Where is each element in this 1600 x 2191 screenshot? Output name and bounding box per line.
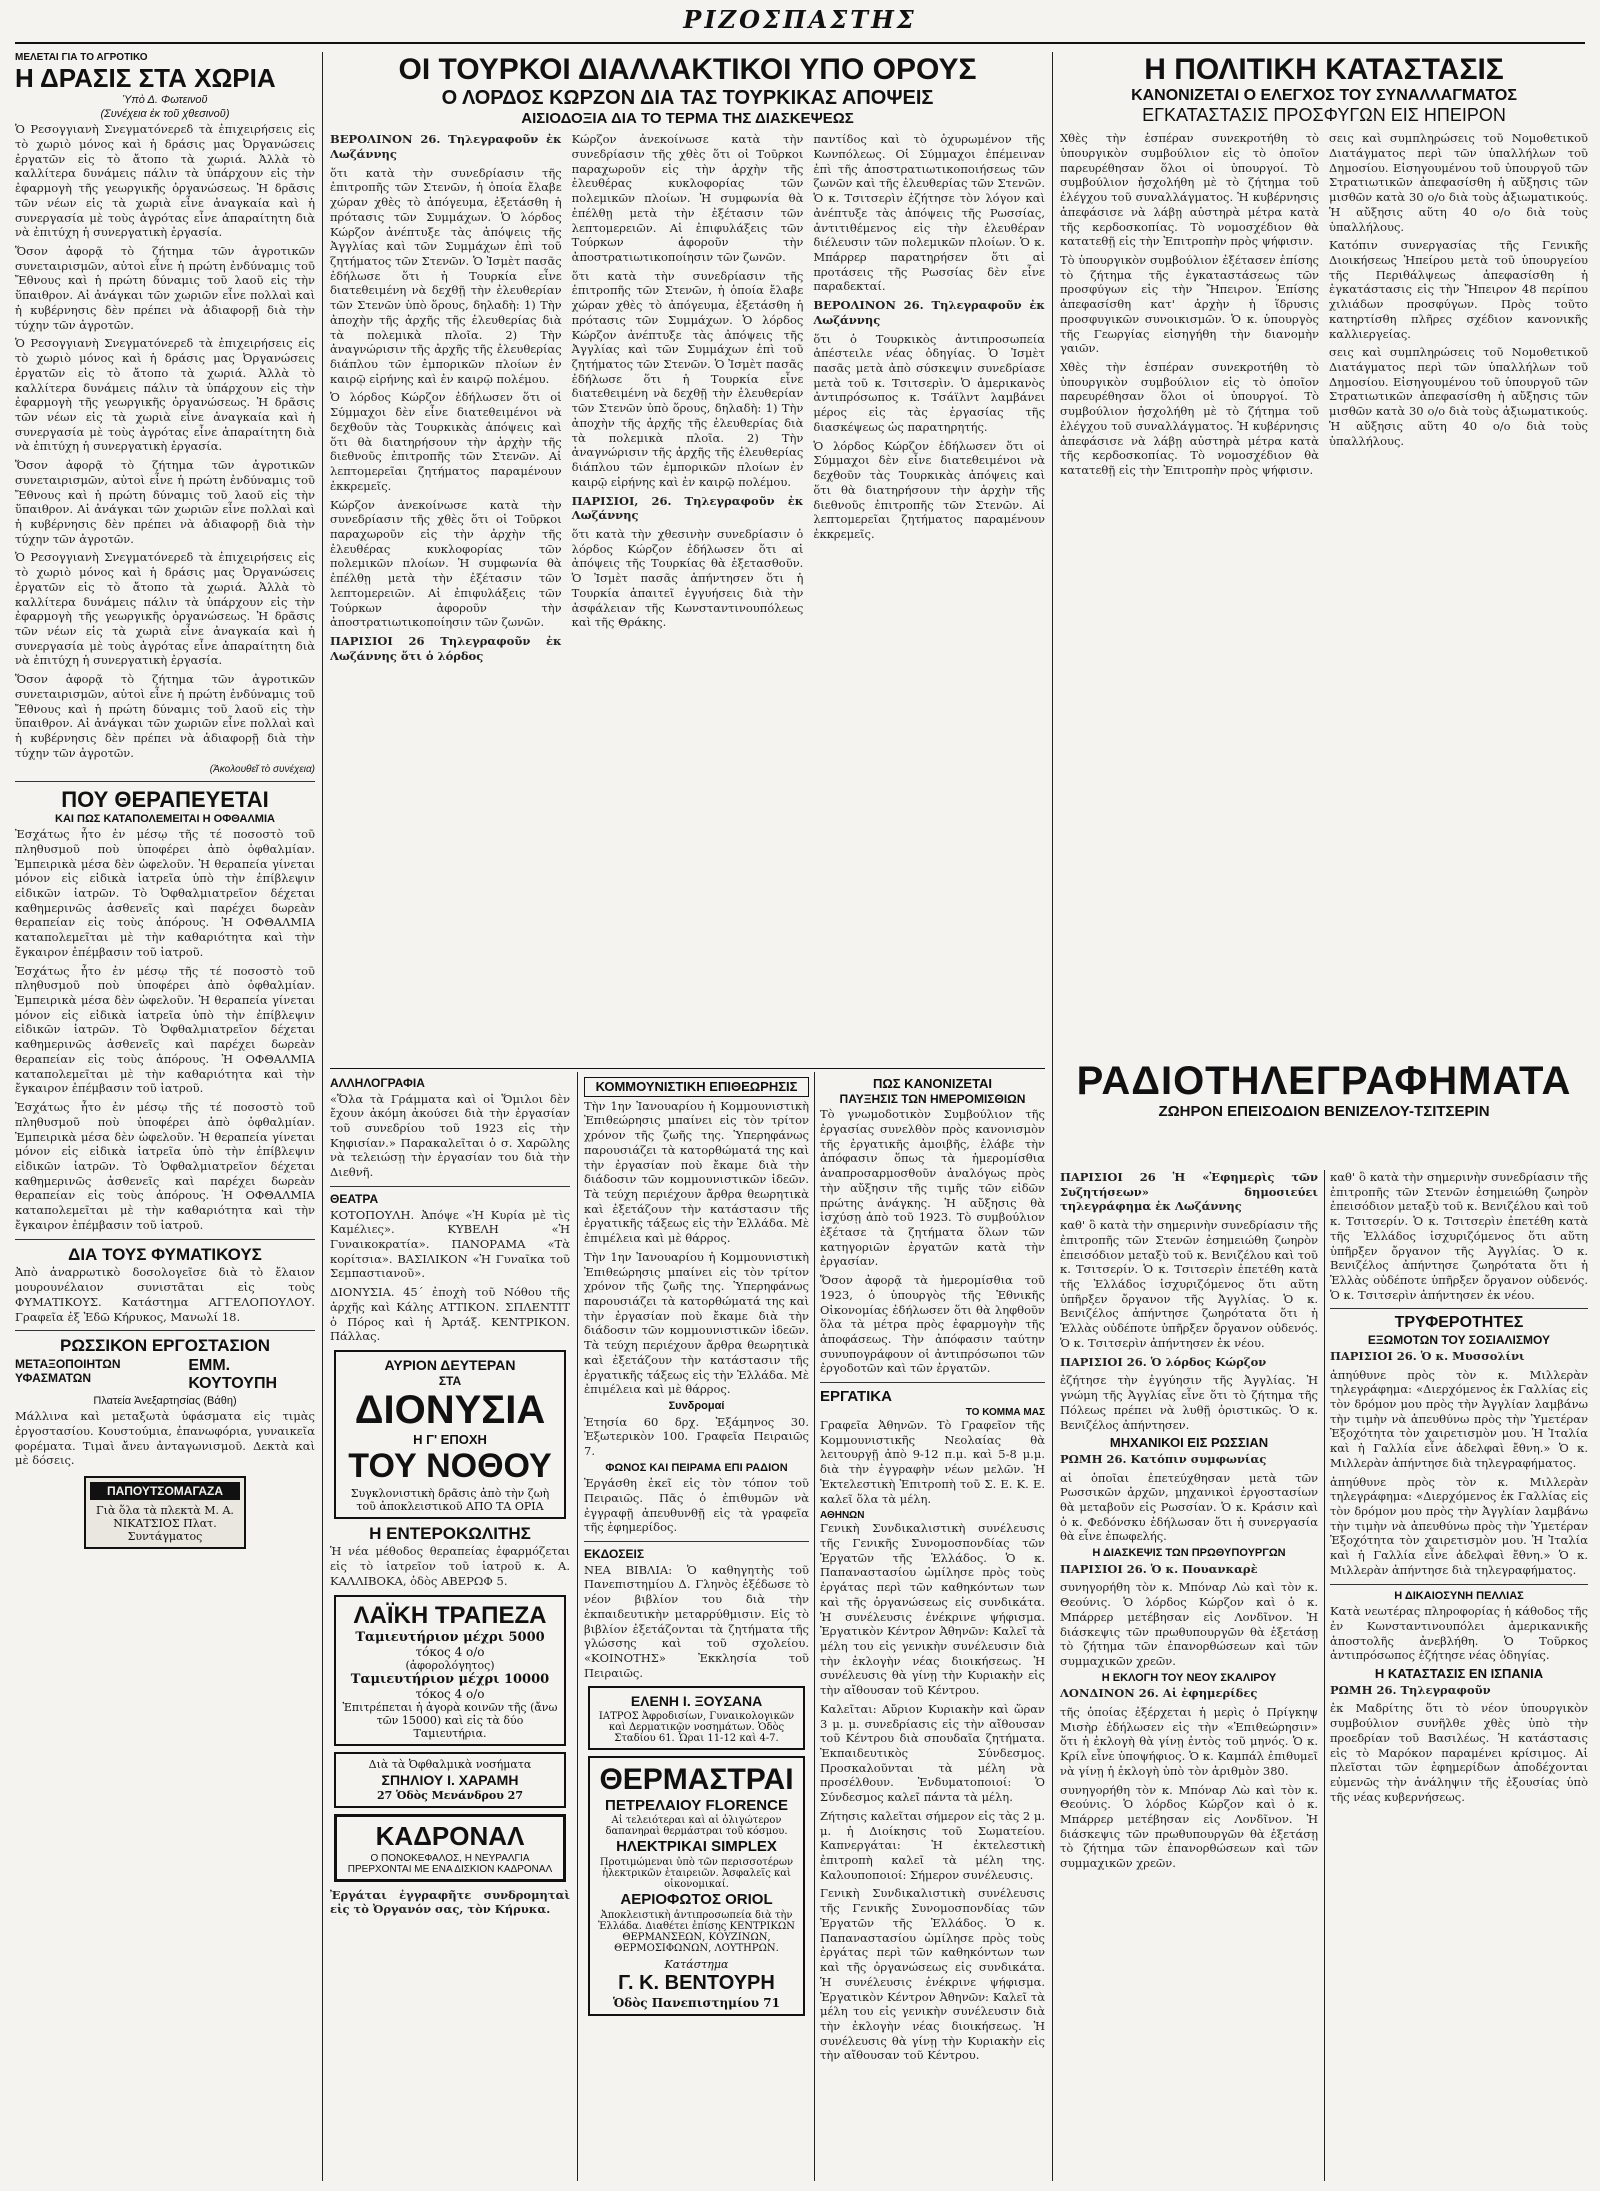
ad-line: Συγκλονιστικὴ δρᾶσις ἀπὸ τὴν ζωὴ τοῦ ἀποκλειστικοῦ ΑΠΟ ΤΑ ΟΡΙΑ <box>350 1486 550 1513</box>
article-body: Τὴν 1ην Ἰανουαρίου ἡ Κομμουνιστικὴ Ἐπιθεώρησις μπαίνει εἰς τὸν τρίτον χρόνον τῆς ζωῆς της. Ὑπερηφάνως παρουσιάζει τὰ κατορθώματά της καὶ τὴν ἐργασίαν ποὺ ἔκαμε διὰ τὴν διάδοσιν τῶν κομμουνιστικῶν ἰδεῶν. Τὰ τεύχη περιέχουν ἄρθρα θεωρητικὰ καὶ ἐξετάζουν τὴν κατάστασιν τῆς ἐργατικῆς τάξεως εἰς τὴν Ἑλλάδα. Μὲ ἐπιμέλεια καὶ μὲ θάρρος. <box>584 1249 809 1397</box>
divider <box>820 1382 1045 1383</box>
section-subheadline: ΕΓΚΑΤΑΣΤΑΣΙΣ ΠΡΟΣΦΥΓΩΝ ΕΙΣ ΗΠΕΙΡΟΝ <box>1142 105 1506 126</box>
ad-title: ΚΑΔΡΟΝΑΛ <box>375 1821 525 1852</box>
column-divider <box>1052 52 1053 2181</box>
section-subheadline: ΖΩΗΡΟΝ ΕΠΕΙΣΟΔΙΟΝ ΒΕΝΙΖΕΛΟΥ-ΤΣΙΤΣΕΡΙΝ <box>1158 1103 1490 1120</box>
article-body: Γενικὴ Συνδικαλιστικὴ συνέλευσις τῆς Γενικῆς Συνομοσπονδίας τῶν Ἐργατῶν τῆς Ἑλλάδος. Ὁ κ. Παπαναστασίου ὡμίλησε πρὸς τοὺς ἐργάτας περὶ τῶν καθηκόντων των καὶ τῆς ὀργανώσεως εἰς συνδικάτα. Ἡ συνέλευσις ἐνέκρινε ψήφισμα. Ἐργατικὸν Κέντρον Ἀθηνῶν: Καλεῖ τὰ μέλη του εἰς γενικὴν συνέλευσιν διὰ τὴν ἐκλογὴν νέας διοικήσεως. Ἡ συνέλευσις θὰ γίνῃ τὴν Κυριακὴν εἰς τὴν αἴθουσαν τοῦ Κέντρου. <box>820 1886 1045 2063</box>
eye-clinic-ad <box>334 1752 566 1809</box>
article-body: Ὅσον ἀφορᾷ τὰ ἡμερομίσθια τοῦ 1923, ὁ ὑπουργὸς τῆς Ἐθνικῆς Οἰκονομίας ἐδήλωσεν ὅτι θὰ ληφθοῦν ὅλα τὰ μέτρα πρὸς ἐφαρμογὴν τῆς ἀποφάσεως. Τὴν ἀπόφασιν ταύτην συνυπογράφουν οἱ ἀντιπρόσωποι τῶν ἐργοδοτῶν καὶ τῶν ἐργατῶν. <box>820 1273 1045 1376</box>
ad-line: τόκος 4 ο/ο <box>415 1644 485 1659</box>
divider <box>330 1186 570 1187</box>
section-title: ΘΕΑΤΡΑ <box>330 1191 379 1206</box>
article-body: Ὅσον ἀφορᾷ τὸ ζήτημα τῶν ἀγροτικῶν συνεταιρισμῶν, αὐτοὶ εἶνε ἡ πρώτη ἐνδύναμις τοῦ Ἔθνους καὶ ἡ πρώτη δύναμις τοῦ λαοῦ εἰς τὴν ὕπαιθρον. Αἱ ἀνάγκαι τῶν χωριῶν εἶνε πολλαὶ καὶ ἡ κυβέρνησις δὲν πρέπει νὰ ἀδιαφορῇ διὰ τὴν τύχην τῶν ἀγροτῶν. <box>15 458 315 546</box>
kadronal-ad <box>334 1814 566 1881</box>
ad-line: τόκος 4 ο/ο <box>415 1686 485 1701</box>
bank-ad <box>334 1595 566 1746</box>
section-kicker: ΤΟ ΚΟΜΜΑ ΜΑΣ <box>965 1406 1045 1418</box>
dateline: ΠΑΡΙΣΙΟΙ 26 Ἡ «Ἐφημερὶς τῶν Συζητήσεων» δημοσιεύει τηλεγράφημα ἐκ Λωζάννης <box>1060 1170 1318 1214</box>
article-body: ἐκ Μαδρίτης ὅτι τὸ νέον ὑπουργικὸν συμβούλιον συνῆλθε χθὲς ὑπὸ τὴν προεδρίαν τοῦ Βασιλέως. Ἡ κατάστασις εἰς τὸ Μαρόκον παραμένει κρίσιμος. Αἱ πλεῖσται τῶν ἐφημερίδων ἀποδέχονται εὐμενῶς τὴν ἀνάληψιν τῆς ἐξουσίας ὑπὸ τῆς νέας κυβερνήσεως. <box>1330 1701 1588 1804</box>
masthead-rule <box>15 42 1585 44</box>
column-divider <box>322 52 323 2181</box>
article-body: ὅτι ὁ Τουρκικὸς ἀντιπροσωπεία ἀπέστειλε νέας ὁδηγίας. Ὁ Ἰσμὲτ πασᾶς μετὰ ἀπὸ σύσκεψιν συνεδρίασε μετὰ τοῦ κ. Τσιτσερὶν. Ὁ ἀμερικανὸς ἀντιπρόσωπος κ. Τσάϊλντ λαμβάνει μέρος εἰς τὰς ἐργασίας τῆς διασκέψεως ὡς παρατηρητής. <box>813 331 1045 434</box>
article-body: ἀπηύθυνε πρὸς τὸν κ. Μιλλερὰν τηλεγράφημα: «Διερχόμενος ἐκ Γαλλίας εἰς τὸν δρόμον μου πρὸς τὴν Ἀγγλίαν λαμβάνω τὴν τιμὴν νὰ ἀπευθύνω πρὸς τὴν Ὑμετέραν Ἐξοχότητα τὸν χαιρετισμὸν μου. Ἡ Ἰταλία καὶ ἡ Γαλλία εἶνε ἀδελφαὶ ἔθνη.» Ὁ κ. Μιλλερὰν ἀπήντησε διὰ τηλεγραφήματος. <box>1330 1367 1588 1470</box>
ad-line: Η Γ' ΕΠΟΧΗ <box>413 1432 487 1448</box>
ad-line: Διὰ τὰ Ὀφθαλμικὰ νοσήματα <box>368 1757 532 1771</box>
continued-sign: (Ἀκολουθεῖ τὸ συνέχεια) <box>209 764 315 776</box>
lead-subheadline: Ο ΛΟΡΔΟΣ ΚΩΡΖΟΝ ΔΙΑ ΤΑΣ ΤΟΥΡΚΙΚΑΣ ΑΠΟΨΕΙΣ <box>441 86 934 109</box>
ad-line: ΑΥΡΙΟΝ ΔΕΥΤΕΡΑΝ <box>384 1356 516 1373</box>
byline: Ὑπὸ Δ. Φωτεινοῦ <box>122 94 208 107</box>
dateline: ΠΑΡΙΣΙΟΙ 26 Τηλεγραφοῦν ἐκ Λωζάννης ὅτι ὁ λόρδος <box>330 633 562 663</box>
ad-address: 27 Ὁδὸς Μενάνδρου 27 <box>377 1789 523 1803</box>
article-body: «Ὅλα τὰ Γράμματα καὶ οἱ Ὅμιλοι δὲν ἔχουν ἀκόμη ἀκούσει διὰ τὴν ἐργασίαν τοῦ συνεδρίου τοῦ 1923 εἰς τὴν Κηφισίαν.» Παρακαλεῖται ὁ σ. Χαρῶλης νὰ τελειώσῃ τὴν ἐργασίαν του διὰ τὴν Διεθνῆ. <box>330 1091 570 1180</box>
continued-note: (Συνέχεια ἐκ τοῦ χθεσινοῦ) <box>100 108 230 121</box>
article-body: Τὴν 1ην Ἰανουαρίου ἡ Κομμουνιστικὴ Ἐπιθεώρησις μπαίνει εἰς τὸν τρίτον χρόνον τῆς ζωῆς της. Ὑπερηφάνως παρουσιάζει τὰ κατορθώματά της καὶ τὴν ἐργασίαν ποὺ ἔκαμε διὰ τὴν διάδοσιν τῶν κομμουνιστικῶν ἰδεῶν. Τὰ τεύχη περιέχουν ἄρθρα θεωρητικὰ καὶ ἐξετάζουν τὴν κατάστασιν τῆς ἐργατικῆς τάξεως εἰς τὴν Ἑλλάδα. Μὲ ἐπιμέλεια καὶ μὲ θάρρος. <box>584 1098 809 1246</box>
section-headline: ΡΑΔΙΟΤΗΛΕΓΡΑΦΗΜΑΤΑ <box>1076 1059 1572 1103</box>
article-body: Ἐσχάτως ἦτο ἐν μέσῳ τῆς τέ ποσοστὸ τοῦ πληθυσμοῦ ποὺ ὑποφέρει ἀπὸ ὀφθαλμίαν. Ἐμπειρικὰ μέσα δὲν ὠφελοῦν. Ἡ θεραπεία γίνεται μόνον εἰς εἰδικὰ ἰατρεῖα ὑπὸ τὴν ἐπίβλεψιν εἰδικῶν ἰατρῶν. Τὸ Ὀφθαλμιατρεῖον δέχεται καθημερινῶς ἀσθενεῖς καὶ παρέχει δωρεὰν θεραπείαν εἰς τοὺς ἀπόρους. Ἡ ΟΦΘΑΛΜΙΑ καταπολεμεῖται μὲ τὴν καθαριότητα καὶ τὴν ἔγκαιρον ἐπέμβασιν τοῦ ἰατροῦ. <box>15 1100 315 1232</box>
dateline: ΠΑΡΙΣΙΟΙ 26. Ὁ λόρδος Κώρζον <box>1060 1354 1267 1369</box>
ad-name: ΣΠΗΛΙΟΥ Ι. ΧΑΡΑΜΗ <box>381 1771 519 1788</box>
column-divider <box>814 1072 815 2181</box>
column-3 <box>584 1075 809 2180</box>
article-body: Ζήτησις καλεῖται σήμερον εἰς τὰς 2 μ. μ. ἡ Διοίκησις τοῦ Σωματείου. Καπνεργάται: Ἡ ἐκτελεστικὴ ἐπιτροπὴ καλεῖ τὰ μέλη της. Καλουποποιοί: Σήμερον συνέλευσις. <box>820 1808 1045 1882</box>
ad-title: ΤΟΥ ΝΟΘΟΥ <box>348 1446 552 1485</box>
article-body: Ἐσχάτως ἦτο ἐν μέσῳ τῆς τέ ποσοστὸ τοῦ πληθυσμοῦ ποὺ ὑποφέρει ἀπὸ ὀφθαλμίαν. Ἐμπειρικὰ μέσα δὲν ὠφελοῦν. Ἡ θεραπεία γίνεται μόνον εἰς εἰδικὰ ἰατρεῖα ὑπὸ τὴν ἐπίβλεψιν εἰδικῶν ἰατρῶν. Τὸ Ὀφθαλμιατρεῖον δέχεται καθημερινῶς ἀσθενεῖς καὶ παρέχει δωρεὰν θεραπείαν εἰς τοὺς ἀπόρους. Ἡ ΟΦΘΑΛΜΙΑ καταπολεμεῖται μὲ τὴν καθαριότητα καὶ τὴν ἔγκαιρον ἐπέμβασιν τοῦ ἰατροῦ. <box>15 963 315 1096</box>
article-body: Ἐργάσθη ἐκεῖ εἰς τὸν τόπον τοῦ Πειραιῶς. Πᾶς ὁ ἐπιθυμῶν νὰ ἐγγραφῇ ἀπευθυνθῇ εἰς τὰ γραφεῖα τῆς ἐφημερίδος. <box>584 1476 809 1535</box>
section-title: ΦΩΝΟΣ ΚΑΙ ΠΕΙΡΑΜΑ ΕΠΙ ΡΑΔΙΟΝ <box>605 1461 788 1474</box>
article-title: ΔΙΑ ΤΟΥΣ ΦΥΜΑΤΙΚΟΥΣ <box>68 1244 262 1264</box>
ad-title: ΔΙΟΝΥΣΙΑ <box>354 1388 546 1433</box>
ad-address: Ὁδὸς Πανεπιστημίου 71 <box>613 1995 780 2010</box>
lead-headline: ΟΙ ΤΟΥΡΚΟΙ ΔΙΑΛΛΑΚΤΙΚΟΙ ΥΠΟ ΟΡΟΥΣ <box>398 53 977 86</box>
article-title: Η ΚΑΤΑΣΤΑΣΙΣ ΕΝ ΙΣΠΑΝΙΑ <box>1374 1666 1544 1682</box>
ad-subtitle: ΗΛΕΚΤΡΙΚΑΙ SIMPLEX <box>616 1838 777 1856</box>
shoe-ad <box>84 1476 246 1549</box>
article-body: Ἀπὸ ἀναρρωτικὸ δοσολογεῖσε διὰ τὸ ἔλαιον μουρουνέλαιον συνιστᾶται εἰς τοὺς ΦΥΜΑΤΙΚΟΥΣ. Κατάστημα ΑΓΓΕΛΟΠΟΥΛΟΥ. Γραφεῖα ἐξ Ἐδῶ Κήρυκος, Μανωλί 18. <box>15 1265 315 1324</box>
divider <box>1330 1308 1588 1309</box>
article-body: τῆς ὁποίας ἐξέρχεται ἡ μερὶς ὁ Πρίγκηψ Μισὴρ ἐδήλωσεν εἰς τὴν «Ἐπιθεώρησιν» ὅτι ἡ ἐκλογὴ θὰ γίνῃ ἐντὸς τοῦ μηνός. Ὁ κ. Κρίλ εἶνε ὑποψήφιος. Ὁ κ. Καμπάλ ἐπιθυμεῖ νὰ γίνῃ ἡ ἐκλογὴ ὑπὸ τὸν ἀριθμὸν 380. <box>1060 1705 1318 1778</box>
article-body: Χθὲς τὴν ἑσπέραν συνεκροτήθη τὸ ὑπουργικὸν συμβούλιον εἰς τὸ ὁποῖον παρευρέθησαν ὅλοι οἱ ὑπουργοί. Τὸ συμβούλιον ἠσχολήθη μὲ τὸ ζήτημα τοῦ ἐλέγχου τοῦ συναλλάγματος. Ἡ κυβέρνησις ἀπεφάσισε νὰ λάβῃ αὐστηρὰ μέτρα κατὰ τῆς κερδοσκοπίας. Τὸ νομοσχέδιον θὰ κατατεθῇ εἰς τὴν Ἐπιτροπὴν πρὸς ψήφισιν. <box>1060 131 1319 249</box>
section-title: ΑΛΛΗΛΟΓΡΑΦΙΑ <box>330 1076 425 1090</box>
article-body: σεις καὶ συμπληρώσεις τοῦ Νομοθετικοῦ Διατάγματος περὶ τῶν ὑπαλλήλων τοῦ Δημοσίου. Εἰσηγουμένου τοῦ ὑπουργοῦ τῶν Στρατιωτικῶν ἀπεφασίσθη ἡ αὔξησις τῶν μισθῶν κατὰ 30 ο/ο διὰ τοὺς ἀξιωματικούς. Ἡ αὔξησις αὕτη 40 ο/ο διὰ τοὺς ὑπαλλήλους. <box>1329 345 1588 448</box>
section-kicker: ΑΘΗΝΩΝ <box>820 1510 865 1522</box>
ad-line: Κατάστημα <box>664 1957 729 1971</box>
column-6 <box>1330 1170 1588 2180</box>
dateline: ΛΟΝΔΙΝΟΝ 26. Αἱ ἐφημερίδες <box>1060 1686 1258 1701</box>
masthead <box>0 0 1600 40</box>
article-body: καθ' ὃ κατὰ τὴν σημερινὴν συνεδρίασιν τῆς ἐπιτροπῆς τῶν Στενῶν ἐσημειώθη ζωηρὸν ἐπεισόδιον μεταξὺ τοῦ κ. Βενιζέλου καὶ τοῦ κ. Τσιτσερίν. Ὁ κ. Τσιτσερὶν ἐπετέθη κατὰ τῆς Ἑλλάδος ἰσχυριζόμενος ὅτι αὕτη ὑπῆρξεν ὄργανον τῆς Ἀγγλίας. Ὁ κ. Βενιζέλος ἀπήντησε ζωηρότατα ὅτι ἡ Ἑλλὰς οὐδέποτε ὑπῆρξεν ὄργανον οὐδενός. Ὁ κ. Τσιτσερὶν ἀπήντησεν ἐκ νέου. <box>1060 1218 1318 1350</box>
divider <box>15 1330 315 1331</box>
column-2-lower <box>330 1075 570 2180</box>
column-5 <box>1060 1170 1318 2180</box>
article-body: ΚΟΤΟΠΟΥΛΗ. Ἀπόψε «Ἡ Κυρία μὲ τὶς Καμέλιες». ΚΥΒΕΛΗ «Ἡ Γυναικοκρατία». ΠΑΝΟΡΑΜΑ «Τὰ κορίτσια». ΒΑΣΙΛΙΚΟΝ «Ἡ Γυναῖκα τοῦ Σεμπαστιανοῦ». <box>330 1207 570 1281</box>
ad-line: Ἐπιτρέπεται ἡ ἀγορὰ κοινῶν τῆς (ἄνω τῶν 15000) καὶ εἰς τὰ δύο Ταμιευτήρια. <box>342 1700 558 1740</box>
article-body: αἱ ὁποῖαι ἐπετεύχθησαν μετὰ τῶν Ρωσσικῶν ἀρχῶν, μηχανικοὶ ἐργοστασίων θὰ μεταβοῦν εἰς Ρωσσίαν. Ὁ κ. Κράσιν καὶ ὁ κ. Φεδόνσκυ ἐδήλωσαν ὅτι ἡ συνεργασία θὰ εἶνε ἐπωφελής. <box>1060 1470 1318 1544</box>
article-body: παντίδος καὶ τὸ ὀχυρωμένον τῆς Κωνπόλεως. Οἱ Σύμμαχοι ἐπέμειναν ἐπὶ τῆς ἀποστρατιωτικοποιήσεως τῶν ζωνῶν καὶ τῆς ἐλευθερίας τῶν Στενῶν. Ὁ κ. Τσιτσερὶν ἐζήτησε τὸν λόγον καὶ ἀνέπτυξε τὰς ἀπόψεις τῆς Ρωσσίας, ἀντιτιθέμενος εἰς τὴν ἐλευθέραν διέλευσιν τῶν πολεμικῶν πλοίων. Ὁ κ. Μπάρρερ παρατηρήσεν ὅτι αἱ προτάσεις τῆς Ρωσσίας δὲν εἶνε παραδεκταί. <box>813 132 1045 294</box>
section-subtitle: Συνδρομαί <box>668 1400 725 1413</box>
article-body: συνηγορήθη τὸν κ. Μπόναρ Λὼ καὶ τὸν κ. Θεούνις. Ὁ λόρδος Κώρζον καὶ ὁ κ. Μπάρρερ μετέβησαν εἰς Λονδῖνον. Ἡ διάσκεψις τῶν πρωθυπουργῶν θὰ ἐξετάσῃ τὸ ζήτημα τῶν ἐπανορθώσεων καὶ τῶν συμμαχικῶν χρεῶν. <box>1060 1782 1318 1871</box>
article-body: Γενικὴ Συνδικαλιστικὴ συνέλευσις τῆς Γενικῆς Συνομοσπονδίας τῶν Ἐργατῶν τῆς Ἑλλάδος. Ὁ κ. Παπαναστασίου ὡμίλησε πρὸς τοὺς ἐργάτας περὶ τῶν καθηκόντων των καὶ τῆς ὀργανώσεως εἰς συνδικάτα. Ἡ συνέλευσις ἐνέκρινε ψήφισμα. Ἐργατικὸν Κέντρον Ἀθηνῶν: Καλεῖ τὰ μέλη του εἰς γενικὴν συνέλευσιν διὰ τὴν ἐκλογὴν νέας διοικήσεως. Ἡ συνέλευσις θὰ γίνῃ τὴν Κυριακὴν εἰς τὴν αἴθουσαν τοῦ Κέντρου. <box>820 1521 1045 1698</box>
newspaper-title: ΡΙΖΟΣΠΑΣΤΗΣ <box>683 5 917 34</box>
section-rule <box>330 1068 1045 1069</box>
ad-body: Μάλλινα καὶ μεταξωτὰ ὑφάσματα εἰς τιμὰς ἐργοστασίου. Κουστούμια, ἐπανωφόρια, γυναικεῖα φορέματα. Τιμαὶ ἄνευ ἀνταγωνισμοῦ. Δεκτὰ καὶ μὲ δόσεις. <box>15 1409 315 1468</box>
ad-subtitle: ΑΕΡΙΟΦΩΤΟΣ ORIOL <box>620 1891 773 1909</box>
article-body: Ἐσχάτως ἦτο ἐν μέσῳ τῆς τέ ποσοστὸ τοῦ πληθυσμοῦ ποὺ ὑποφέρει ἀπὸ ὀφθαλμίαν. Ἐμπειρικὰ μέσα δὲν ὠφελοῦν. Ἡ θεραπεία γίνεται μόνον εἰς εἰδικὰ ἰατρεῖα ὑπὸ τὴν ἐπίβλεψιν εἰδικῶν ἰατρῶν. Τὸ Ὀφθαλμιατρεῖον δέχεται καθημερινῶς ἀσθενεῖς καὶ παρέχει δωρεὰν θεραπείαν εἰς τοὺς ἀπόρους. Ἡ ΟΦΘΑΛΜΙΑ καταπολεμεῖται μὲ τὴν καθαριότητα καὶ τὴν ἔγκαιρον ἐπέμβασιν τοῦ ἰατροῦ. <box>15 827 315 959</box>
ad-body: Ἡ νέα μέθοδος θεραπείας ἐφαρμόζεται εἰς τὸ ἰατρεῖον τοῦ ἰατροῦ κ. Α. ΚΑΛΛΙΒΟΚΑ, ὁδὸς ΑΒΕΡΩΦ 5. <box>330 1544 570 1588</box>
column-divider <box>1324 1170 1325 2181</box>
dateline: ΠΑΡΙΣΙΟΙ 26. Ὁ κ. Μυσσολίνι <box>1330 1348 1525 1363</box>
article-body: Ὁ Ρεσογγιανὴ Σνεγματόνερεδ τὰ ἐπιχειρήσεις εἰς τὸ χωριὸ μόνος καὶ ἡ δράσις μας Ὀργανώσεις ἐργατῶν εἰς τὸ ἄτοπο τὰ χωριά. Ἀλλὰ τὸ καλλίτερα δυνάμεις πάλιν τὰ ὑπάρχουν εἰς τὴν ἐφαρμογὴ τῆς γεωργικῆς ὀργανώσεως. Ἡ δρᾶσις τῶν νέων εἰς τὰ χωριὰ εἶνε ἀναγκαία καὶ ἡ συνεργασία μὲ τοὺς ἀγρότας εἶνε ἀπαραίτητη διὰ νὰ ἐπιτύχη ἡ συνεργατικὴ ἐργασία. <box>15 550 315 668</box>
dateline: ΡΩΜΗ 26. Κατόπιν συμφωνίας <box>1060 1451 1267 1466</box>
column-4 <box>820 1075 1045 2180</box>
article-body: ΝΕΑ ΒΙΒΛΙΑ: Ὁ καθηγητὴς τοῦ Πανεπιστημίου Δ. Γληνὸς ἐξέδωσε τὸ νέον βιβλίον του διὰ τὴν ἐκπαιδευτικὴν μεταρρύθμισιν. Εἰς τὸ βιβλίον ἐξετάζονται τὰ ζητήματα τῆς γλώσσης καὶ τοῦ σχολείου. «ΚΟΙΝΟΤΗΣ» Ἐκκλησία τοῦ Πειραιῶς. <box>584 1562 809 1680</box>
ad-name: ΕΛΕΝΗ Ι. ΞΟΥΣΑΝΑ <box>630 1693 763 1710</box>
ad-line: Ο ΠΟΝΟΚΕΦΑΛΟΣ, Η ΝΕΥΡΑΛΓΙΑ ΠΡΕΡΧΟΝΤΑΙ ΜΕ ΕΝΑ ΔΙΣΚΙΟΝ ΚΑΔΡΟΝΑΛ <box>347 1852 553 1875</box>
article-body: Γραφεῖα Ἀθηνῶν. Τὸ Γραφεῖον τῆς Κομμουνιστικῆς Νεολαίας θὰ λειτουργῇ ἀπὸ 9-12 π.μ. καὶ 5-8 μ.μ. διὰ τὴν ἐγγραφὴν νέων μελῶν. Ἡ Ἐκτελεστικὴ Ἐπιτροπὴ τοῦ Σ. Ε. Κ. Ε. καλεῖ ὅλα τὰ μέλη. <box>820 1417 1045 1506</box>
heaters-ad <box>588 1756 805 2016</box>
article-title: ΠΟΥ ΘΕΡΑΠΕΥΕΤΑΙ <box>61 787 269 813</box>
section-title: ΕΚΔΟΣΕΙΣ <box>584 1547 645 1562</box>
article-body: Ἐτησία 60 δρχ. Ἑξάμηνος 30. Ἐξωτερικὸν 100. Γραφεῖα Πειραιῶς 7. <box>584 1414 809 1458</box>
ad-line: (ἀφορολόγητος) <box>405 1658 495 1672</box>
divider <box>584 1541 809 1542</box>
notice: Ἐργάται ἐγγραφῆτε συνδρομηταὶ εἰς τὸ Ὀργανόν σας, τὸν Κήρυκα. <box>330 1887 570 1917</box>
dateline: ΒΕΡΟΛΙΝΟΝ 26. Τηλεγραφοῦν ἐκ Λωζάννης <box>330 132 562 161</box>
ad-title: ΛΑΪΚΗ ΤΡΑΠΕΖΑ <box>353 1601 547 1629</box>
radio-section <box>1060 1058 1588 1168</box>
article-body: ἐζήτησε τὴν ἐγγύησιν τῆς Ἀγγλίας. Ἡ γνώμη τῆς Ἀγγλίας εἶνε ὅτι τὸ ζήτημα τῆς Πόλεως πρέπει νὰ λυθῇ ὁριστικῶς. Ὁ κ. Βενιζέλος ἀπήντησεν. <box>1060 1373 1318 1432</box>
ad-title: ΡΩΣΣΙΚΟΝ ΕΡΓΟΣΤΑΣΙΟΝ <box>60 1336 270 1356</box>
article-title: Η ΔΙΑΣΚΕΨΙΣ ΤΩΝ ΠΡΩΘΥΠΟΥΡΓΩΝ <box>1092 1547 1286 1560</box>
ad-body: Ἀποκλειστικὴ ἀντιπροσωπεία διὰ τὴν Ἑλλάδα. Διαθέτει ἐπίσης ΚΕΝΤΡΙΚΩΝ ΘΕΡΜΑΝΣΕΩΝ, ΚΟΥΖΙΝΩΝ, ΘΕΡΜΟΣΙΦΩΝΩΝ, ΛΟΥΤΗΡΩΝ. <box>598 1909 795 1954</box>
article-body: ΔΙΟΝΥΣΙΑ. 45΄ ἐποχὴ τοῦ Νόθου τῆς ἀρχῆς καὶ Κάλης ΑΤΤΙΚΟΝ. ΣΠΛΕΝΤΙΤ ὁ Πόρος καὶ ἡ Ἀρτάξ. ΚΕΝΤΡΙΚΟΝ. Πάλλας. <box>330 1285 570 1344</box>
ad-name: Γ. Κ. ΒΕΝΤΟΥΡΗ <box>618 1971 775 1994</box>
dateline: ΒΕΡΟΛΙΝΟΝ 26. Τηλεγραφοῦν ἐκ Λωζάννης <box>813 298 1045 327</box>
ad-owner: ΕΜΜ. ΚΟΥΤΟΥΠΗ <box>188 1357 278 1393</box>
article-body: καθ' ὃ κατὰ τὴν σημερινὴν συνεδρίασιν τῆς ἐπιτροπῆς τῶν Στενῶν ἐσημειώθη ζωηρὸν ἐπεισόδιον μεταξὺ τοῦ κ. Βενιζέλου καὶ τοῦ κ. Τσιτσερίν. Ὁ κ. Τσιτσερὶν ἐπετέθη κατὰ τῆς Ἑλλάδος ἰσχυριζόμενος ὅτι αὕτη ὑπῆρξεν ὄργανον τῆς Ἀγγλίας. Ὁ κ. Βενιζέλος ἀπήντησε ζωηρότατα ὅτι ἡ Ἑλλὰς οὐδέποτε ὑπῆρξεν ὄργανον οὐδενός. Ὁ κ. Τσιτσερὶν ἀπήντησεν ἐκ νέου. <box>1330 1170 1588 1302</box>
article-body: Ὅσον ἀφορᾷ τὸ ζήτημα τῶν ἀγροτικῶν συνεταιρισμῶν, αὐτοὶ εἶνε ἡ πρώτη ἐνδύναμις τοῦ Ἔθνους καὶ ἡ πρώτη δύναμις τοῦ λαοῦ εἰς τὴν ὕπαιθρον. Αἱ ἀνάγκαι τῶν χωριῶν εἶνε πολλαὶ καὶ ἡ κυβέρνησις δὲν πρέπει νὰ ἀδιαφορῇ διὰ τὴν τύχην τῶν ἀγροτῶν. <box>15 244 315 332</box>
article-body: Χθὲς τὴν ἑσπέραν συνεκροτήθη τὸ ὑπουργικὸν συμβούλιον εἰς τὸ ὁποῖον παρευρέθησαν ὅλοι οἱ ὑπουργοί. Τὸ συμβούλιον ἠσχολήθη μὲ τὸ ζήτημα τοῦ ἐλέγχου τοῦ συναλλάγματος. Ἡ κυβέρνησις ἀπεφάσισε νὰ λάβῃ αὐστηρὰ μέτρα κατὰ τῆς κερδοσκοπίας. Τὸ νομοσχέδιον θὰ κατατεθῇ εἰς τὴν Ἐπιτροπὴν πρὸς ψήφισιν. <box>1060 359 1319 477</box>
dateline: ΠΑΡΙΣΙΟΙ 26. Ὁ κ. Πουανκαρὲ <box>1060 1561 1258 1576</box>
article-body: ὅτι κατὰ τὴν συνεδρίασιν τῆς ἐπιτροπῆς τῶν Στενῶν, ἡ ὁποία ἔλαβε χώραν χθὲς τὸ ἀπόγευμα, ἐξετάσθη ἡ πρότασις τῶν Συμμάχων. Ὁ λόρδος Κώρζον ἀνέπτυξε τὰς ἀπόψεις τῆς Ἀγγλίας καὶ τῶν Συμμάχων ἐπὶ τοῦ ζητήματος τῶν Στενῶν. Ὁ Ἰσμὲτ πασᾶς ἐδήλωσε ὅτι ἡ Τουρκία εἶνε διατεθειμένη νὰ δεχθῇ τὴν ἐλευθερίαν τῶν Στενῶν ὑπὸ ὅρους, δηλαδὴ: 1) Τὴν ἀποχὴν τῆς ἀρχῆς τῆς ἐλευθερίας διὰ τὰ πολεμικὰ πλοῖα. 2) Τὴν ἀναγνώρισιν τῆς ἀρχῆς τῆς ἐλευθερίας διάπλου τῶν ἐμπορικῶν πλοίων ἐν καιρῷ εἰρήνης καὶ ἐν καιρῷ πολέμου. <box>571 268 804 489</box>
politics-article <box>1060 52 1588 1052</box>
article-body: σεις καὶ συμπληρώσεις τοῦ Νομοθετικοῦ Διατάγματος περὶ τῶν ὑπαλλήλων τοῦ Δημοσίου. Εἰσηγουμένου τοῦ ὑπουργοῦ τῶν Στρατιωτικῶν ἀπεφασίσθη ἡ αὔξησις τῶν μισθῶν κατὰ 30 ο/ο διὰ τοὺς ἀξιωματικούς. Ἡ αὔξησις αὕτη 40 ο/ο διὰ τοὺς ὑπαλλήλους. <box>1329 131 1588 234</box>
ad-address: Πλατεία Ἀνεξαρτησίας (Βάθη) <box>93 1395 237 1408</box>
article-body: Κατόπιν συνεργασίας τῆς Γενικῆς Διοικήσεως Ἠπείρου μετὰ τοῦ ὑπουργείου τῆς Περιθάλψεως ἀπεφασίσθη ἡ ἐγκατάστασις εἰς τὴν Ἤπειρον 48 περίπου χιλιάδων προσφύγων. Πρὸς τοῦτο κατηρτίσθη πλῆρες σχέδιον κανονικῆς καλλιεργείας. <box>1329 238 1588 341</box>
article-body: Ὅσον ἀφορᾷ τὸ ζήτημα τῶν ἀγροτικῶν συνεταιρισμῶν, αὐτοὶ εἶνε ἡ πρώτη ἐνδύναμις τοῦ Ἔθνους καὶ ἡ πρώτη δύναμις τοῦ λαοῦ εἰς τὴν ὕπαιθρον. Αἱ ἀνάγκαι τῶν χωριῶν εἶνε πολλαὶ καὶ ἡ κυβέρνησις δὲν πρέπει νὰ ἀδιαφορῇ διὰ τὴν τύχην τῶν ἀγροτῶν. <box>15 672 315 760</box>
section-headline: Η ΠΟΛΙΤΙΚΗ ΚΑΤΑΣΤΑΣΙΣ <box>1144 53 1504 86</box>
divider <box>15 1239 315 1240</box>
ad-title: ΠΑΠΟΥΤΣΟΜΑΓΑΖΑ <box>90 1482 240 1500</box>
ad-subtitle: ΠΕΤΡΕΛΑΙΟΥ FLORENCE <box>605 1796 788 1814</box>
article-subtitle: ΠΑΥΞΗΣΙΣ ΤΩΝ ΗΜΕΡΟΜΙΣΘΙΩΝ <box>839 1091 1026 1106</box>
article-body: Καλεῖται: Αὔριον Κυριακὴν καὶ ὥραν 3 μ. μ. συνεδρίασις εἰς τὴν αἴθουσαν τοῦ Κέντρου διὰ σπουδαῖα ζητήματα. Ἐκπαιδευτικὸς Σύνδεσμος. Προσκαλοῦνται τὰ μέλη νὰ προσέλθουν. Ἐνδυματοποιοί: Ὁ Σύνδεσμος καλεῖ πάντα τὰ μέλη. <box>820 1701 1045 1805</box>
dateline: ΠΑΡΙΣΙΟΙ, 26. Τηλεγραφοῦν ἐκ Λωζάννης <box>571 493 804 523</box>
divider <box>15 781 315 782</box>
article-title: Η ΔΙΚΑΙΟΣΥΝΗ ΠΕΛΛΙΑΣ <box>1394 1589 1524 1602</box>
article-subtitle: ΕΞΩΜΟΤΩΝ ΤΟΥ ΣΟΣΙΑΛΙΣΜΟΥ <box>1367 1333 1551 1348</box>
dionysia-ad <box>334 1350 566 1519</box>
ad-body: Προτιμώμεναι ὑπὸ τῶν περισσοτέρων ἠλεκτρικῶν ἑταιρειῶν. Ἀσφαλεῖς καὶ οἰκονομικαί. <box>599 1857 794 1891</box>
article-title: Η ΕΚΛΟΓΗ ΤΟΥ ΝΕΟΥ ΣΚΑΛΙΡΟΥ <box>1101 1671 1277 1684</box>
article-body: ὅτι κατὰ τὴν συνεδρίασιν τῆς ἐπιτροπῆς τῶν Στενῶν, ἡ ὁποία ἔλαβε χώραν χθὲς τὸ ἀπόγευμα, ἐξετάσθη ἡ πρότασις τῶν Συμμάχων. Ὁ λόρδος Κώρζον ἀνέπτυξε τὰς ἀπόψεις τῆς Ἀγγλίας καὶ τῶν Συμμάχων ἐπὶ τοῦ ζητήματος τῶν Στενῶν. Ὁ Ἰσμὲτ πασᾶς ἐδήλωσε ὅτι ἡ Τουρκία εἶνε διατεθειμένη νὰ δεχθῇ τὴν ἐλευθερίαν τῶν Στενῶν ὑπὸ ὅρους, δηλαδὴ: 1) Τὴν ἀποχὴν τῆς ἀρχῆς τῆς ἐλευθερίας διὰ τὰ πολεμικὰ πλοῖα. 2) Τὴν ἀναγνώρισιν τῆς ἀρχῆς τῆς ἐλευθερίας διάπλου τῶν ἐμπορικῶν πλοίων ἐν καιρῷ εἰρήνης καὶ ἐν καιρῷ πολέμου. <box>330 165 562 386</box>
column-divider <box>577 1072 578 2181</box>
ad-subtitle: ΜΕΤΑΞΟΠΟΙΗΤΩΝ ΥΦΑΣΜΑΤΩΝ <box>15 1357 121 1386</box>
ad-title: Η ΕΝΤΕΡΟΚΩΛΙΤΗΣ <box>369 1523 531 1543</box>
ad-line: Ταμιευτήριον μέχρι 5000 <box>355 1629 545 1645</box>
article-body: ὅτι κατὰ τὴν χθεσινὴν συνεδρίασιν ὁ λόρδος Κώρζον ἐδήλωσεν ὅτι αἱ ἀπόψεις τῆς Τουρκίας θὰ ἐξετασθοῦν. Ὁ Ἰσμὲτ πασᾶς ἀπήντησεν ὅτι ἡ Τουρκία ἀπαιτεῖ ἐγγυήσεις διὰ τὴν ἀσφάλειαν τῆς Κωνσταντινουπόλεως καὶ τῆς Θράκης. <box>571 526 804 630</box>
section-subheadline: ΚΑΝΟΝΙΖΕΤΑΙ Ο ΕΛΕΓΧΟΣ ΤΟΥ ΣΥΝΑΛΛΑΓΜΑΤΟΣ <box>1131 86 1517 104</box>
section-title: ΚΟΜΜΟΥΝΙΣΤΙΚΗ ΕΠΙΘΕΩΡΗΣΙΣ <box>584 1077 809 1097</box>
section-title: ΕΡΓΑΤΙΚΑ <box>820 1388 892 1406</box>
article-body: Τὸ ὑπουργικὸν συμβούλιον ἐξέτασεν ἐπίσης τὸ ζήτημα τῆς ἐγκαταστάσεως τῶν προσφύγων εἰς τὴν Ἤπειρον. Ἐπίσης ἀπεφασίσθη κατ' ἀρχὴν ἡ ἵδρυσις προσφυγικῶν συνοικισμῶν. Ὁ κ. ὑπουργὸς τῆς Γεωργίας εἰσηγήθη τὴν διανομὴν γαιῶν. <box>1060 252 1319 356</box>
ad-body: Γιὰ ὅλα τὰ πλεκτὰ Μ. Α. ΝΙΚΑΤΣΙΟΣ Πλατ. Συντάγματος <box>96 1503 234 1543</box>
article-body: Ὁ Ρεσογγιανὴ Σνεγματόνερεδ τὰ ἐπιχειρήσεις εἰς τὸ χωριὸ μόνος καὶ ἡ δράσις μας Ὀργανώσεις ἐργατῶν εἰς τὸ ἄτοπο τὰ χωριά. Ἀλλὰ τὸ καλλίτερα δυνάμεις πάλιν τὰ ὑπάρχουν εἰς τὴν ἐφαρμογὴ τῆς γεωργικῆς ὀργανώσεως. Ἡ δρᾶσις τῶν νέων εἰς τὰ χωριὰ εἶνε ἀναγκαία καὶ ἡ συνεργασία μὲ τοὺς ἀγρότας εἶνε ἀπαραίτητη διὰ νὰ ἐπιτύχη ἡ συνεργατικὴ ἐργασία. <box>15 336 315 454</box>
column-1 <box>15 52 315 2181</box>
article-body: Κατὰ νεωτέρας πληροφορίας ἡ κάθοδος τῆς ἐν Κωνσταντινουπόλει ἀμερικανικῆς ἀποστολῆς ἀνεβλήθη. Ὁ Τοῦρκος ἀντιπρόσωπος ἐζήτησε νέας ὁδηγίας. <box>1330 1604 1588 1663</box>
section-kicker: ΜΕΛΕΤΑΙ ΓΙΑ ΤΟ ΑΓΡΟΤΙΚΟ <box>15 52 148 63</box>
article-body: Κώρζον ἀνεκοίνωσε κατὰ τὴν συνεδρίασιν τῆς χθὲς ὅτι οἱ Τοῦρκοι παραχωροῦν εἰς τὴν ἀρχὴν τῆς ἐλευθέρας κυκλοφορίας τῶν πολεμικῶν πλοίων. Ἡ συμφωνία θὰ ἐπέλθῃ μετὰ τὴν ἐξέτασιν τῶν λεπτομερειῶν. Αἱ ἐπιφυλάξεις τῶν Τούρκων ἀφοροῦν τὴν ἀποστρατιωτικοποίησιν τῶν ζωνῶν. <box>571 132 804 264</box>
lead-subheadline: ΑΙΣΙΟΔΟΞΙΑ ΔΙΑ ΤΟ ΤΕΡΜΑ ΤΗΣ ΔΙΑΣΚΕΨΕΩΣ <box>521 109 854 127</box>
article-body: Τὸ γνωμοδοτικὸν Συμβούλιον τῆς ἐργασίας συνελθὸν πρὸς κανονισμὸν τῆς ἐργατικῆς ἀμοιβῆς, ἐλάβε τὴν ἀπόφασιν ὅπως τὰ ἡμερομίσθια ἀναπροσαρμοσθοῦν ἀναλόγως πρὸς τὴν αὔξησιν τῆς τιμῆς τῶν εἰδῶν πρώτης ἀνάγκης. Ἡ αὔξησις θὰ ἰσχύσῃ ἀπὸ τοῦ 1923. Τὸ συμβούλιον ἐξέτασε τὰ ζητήματα ὅλων τῶν κατηγοριῶν ἐργατῶν κατὰ τὴν ἐργασίαν. <box>820 1107 1045 1269</box>
article-body: Ὁ λόρδος Κώρζον ἐδήλωσεν ὅτι οἱ Σύμμαχοι δὲν εἶνε διατεθειμένοι νὰ δεχθοῦν τὰς Τουρκικὰς ἀπόψεις καὶ ὅτι θὰ διατηρήσουν τὴν ἀρχὴν τῆς διεθνοῦς ἐπιτροπῆς τῶν Στενῶν. Αἱ λεπτομερεῖαι ζητήματος παραμένουν ἐκκρεμεῖς. <box>813 438 1045 541</box>
ad-body: ΙΑΤΡΟΣ Ἀφροδισίων, Γυναικολογικῶν καὶ Δερματικῶν νοσημάτων. Ὁδὸς Σταδίου 61. Ὧραι 11-12 καὶ 4-7. <box>598 1711 795 1745</box>
article-body: Ὁ λόρδος Κώρζον ἐδήλωσεν ὅτι οἱ Σύμμαχοι δὲν εἶνε διατεθειμένοι νὰ δεχθοῦν τὰς Τουρκικὰς ἀπόψεις καὶ ὅτι θὰ διατηρήσουν τὴν ἀρχὴν τῆς διεθνοῦς ἐπιτροπῆς τῶν Στενῶν. Αἱ λεπτομερεῖαι ζητήματος παραμένουν ἐκκρεμεῖς. <box>330 390 562 493</box>
article-body: Ὁ Ρεσογγιανὴ Σνεγματόνερεδ τὰ ἐπιχειρήσεις εἰς τὸ χωριὸ μόνος καὶ ἡ δράσις μας Ὀργανώσεις ἐργατῶν εἰς τὸ ἄτοπο τὰ χωριά. Ἀλλὰ τὸ καλλίτερα δυνάμεις πάλιν τὰ ὑπάρχουν εἰς τὴν ἐφαρμογὴ τῆς γεωργικῆς ὀργανώσεως. Ἡ δρᾶσις τῶν νέων εἰς τὰ χωριὰ εἶνε ἀναγκαία καὶ ἡ συνεργασία μὲ τοὺς ἀγρότας εἶνε ἀπαραίτητη διὰ νὰ ἐπιτύχη ἡ συνεργατικὴ ἐργασία. <box>15 122 315 240</box>
lead-article <box>330 52 1045 1062</box>
doctor-ad <box>588 1686 805 1750</box>
article-title: ΤΡΥΦΕΡΟΤΗΤΕΣ <box>1394 1314 1524 1332</box>
ad-title: ΘΕΡΜΑΣΤΡΑΙ <box>599 1763 794 1797</box>
ad-line: Ταμιευτήριον μέχρι 10000 <box>350 1671 550 1687</box>
article-body: συνηγορήθη τὸν κ. Μπόναρ Λὼ καὶ τὸν κ. Θεούνις. Ὁ λόρδος Κώρζον καὶ ὁ κ. Μπάρρερ μετέβησαν εἰς Λονδῖνον. Ἡ διάσκεψις τῶν πρωθυπουργῶν θὰ ἐξετάσῃ τὸ ζήτημα τῶν ἐπανορθώσεων καὶ τῶν συμμαχικῶν χρεῶν. <box>1060 1580 1318 1669</box>
article-body: ἀπηύθυνε πρὸς τὸν κ. Μιλλερὰν τηλεγράφημα: «Διερχόμενος ἐκ Γαλλίας εἰς τὸν δρόμον μου πρὸς τὴν Ἀγγλίαν λαμβάνω τὴν τιμὴν νὰ ἀπευθύνω πρὸς τὴν Ὑμετέραν Ἐξοχότητα τὸν χαιρετισμὸν μου. Ἡ Ἰταλία καὶ ἡ Γαλλία εἶνε ἀδελφαὶ ἔθνη.» Ὁ κ. Μιλλερὰν ἀπήντησε διὰ τηλεγραφήματος. <box>1330 1474 1588 1577</box>
ad-body: Αἱ τελειότεραι καὶ αἱ ὀλιγώτερον δαπανηραὶ θερμάστραι τοῦ κόσμου. <box>605 1815 788 1838</box>
ad-line: ΣΤΑ <box>438 1373 462 1388</box>
article-title: ΠΩΣ ΚΑΝΟΝΙΖΕΤΑΙ <box>872 1076 993 1091</box>
article-title: ΜΗΧΑΝΙΚΟΙ ΕΙΣ ΡΩΣΣΙΑΝ <box>1109 1435 1269 1451</box>
dateline: ΡΩΜΗ 26. Τηλεγραφοῦν <box>1330 1682 1491 1697</box>
article-subtitle: ΚΑΙ ΠΩΣ ΚΑΤΑΠΟΛΕΜΕΙΤΑΙ Η ΟΦΘΑΛΜΙΑ <box>55 812 275 825</box>
article-title: Η ΔΡΑΣΙΣ ΣΤΑ ΧΩΡΙΑ <box>15 63 276 93</box>
article-body: Κώρζον ἀνεκοίνωσε κατὰ τὴν συνεδρίασιν τῆς χθὲς ὅτι οἱ Τοῦρκοι παραχωροῦν εἰς τὴν ἀρχὴν τῆς ἐλευθέρας κυκλοφορίας τῶν πολεμικῶν πλοίων. Ἡ συμφωνία θὰ ἐπέλθῃ μετὰ τὴν ἐξέτασιν τῶν λεπτομερειῶν. Αἱ ἐπιφυλάξεις τῶν Τούρκων ἀφοροῦν τὴν ἀποστρατιωτικοποίησιν τῶν ζωνῶν. <box>330 497 562 630</box>
divider <box>1330 1584 1588 1585</box>
